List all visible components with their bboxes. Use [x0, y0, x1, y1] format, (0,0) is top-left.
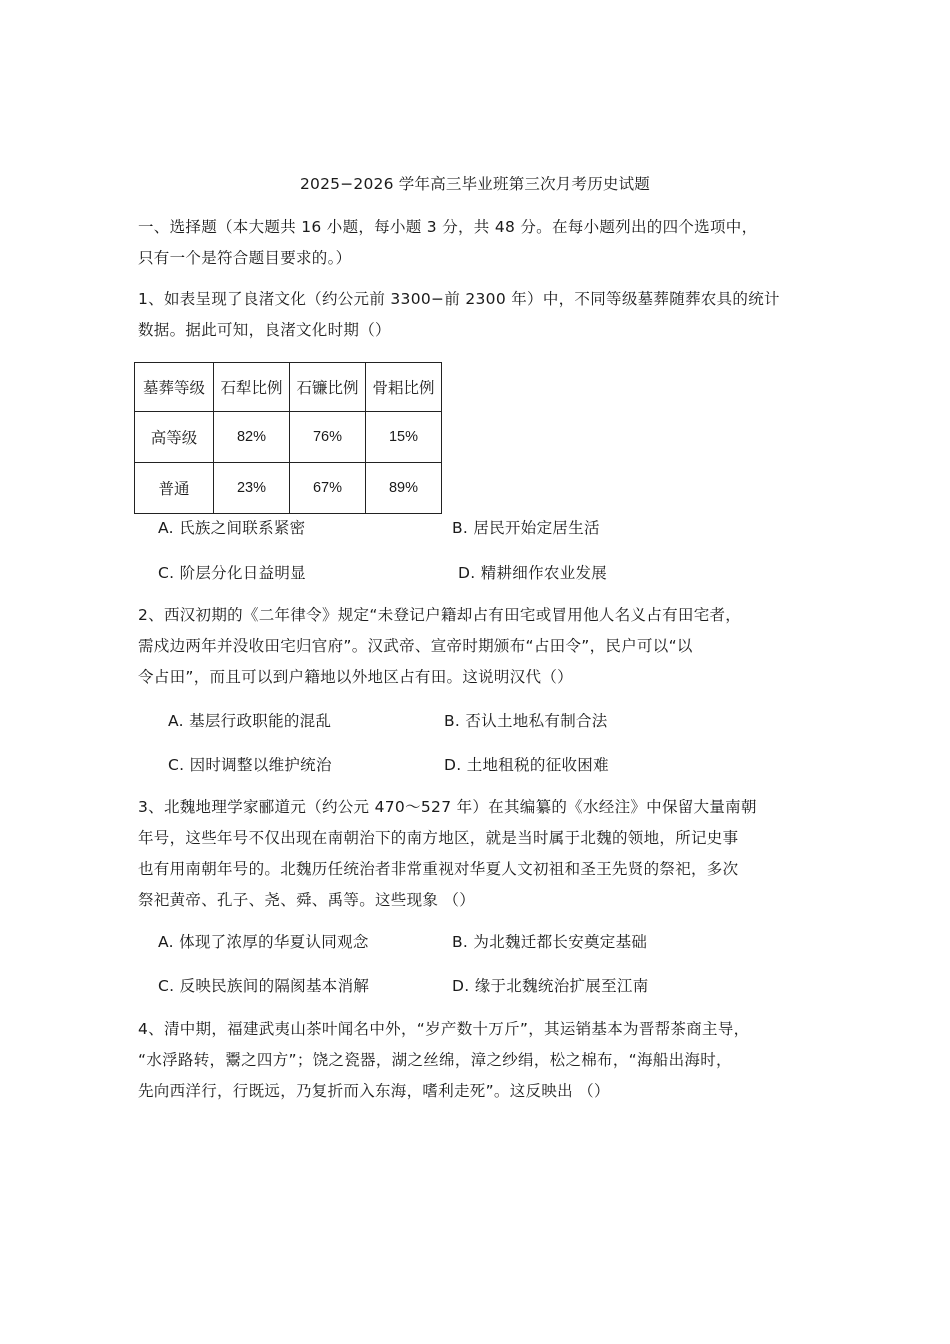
- table-cell: 23%: [214, 463, 290, 514]
- question-2-line-3: 令占田”，而且可以到户籍地以外地区占有田。这说明汉代（）: [138, 668, 573, 686]
- table-cell: 15%: [366, 412, 442, 463]
- section-instruction: [138, 212, 810, 274]
- question-2-option-c: C. 因时调整以维护统治: [168, 756, 332, 774]
- table-cell: 67%: [290, 463, 366, 514]
- question-4-line-1: 4、清中期，福建武夷山茶叶闻名中外，“岁产数十万斤”，其运销基本为晋帮茶商主导，: [138, 1020, 750, 1038]
- question-1-option-b: B. 居民开始定居生活: [452, 519, 600, 537]
- question-3-line-1: 3、北魏地理学家郦道元（约公元 470～527 年）在其编纂的《水经注》中保留大量南朝: [138, 798, 757, 816]
- table-cell: 高等级: [135, 412, 214, 463]
- question-2-option-d: D. 土地租税的征收困难: [444, 756, 609, 774]
- table-cell: 普通: [135, 463, 214, 514]
- question-3-line-3: 也有用南朝年号的。北魏历任统治者非常重视对华夏人文初祖和圣王先贤的祭祀，多次: [138, 860, 739, 878]
- question-3-option-d: D. 缘于北魏统治扩展至江南: [452, 977, 649, 995]
- question-3-line-2: 年号，这些年号不仅出现在南朝治下的南方地区，就是当时属于北魏的领地，所记史事: [138, 829, 739, 847]
- question-4-line-2: “水浮路转，鬻之四方”；饶之瓷器，湖之丝绵，漳之纱绢，松之棉布，“海船出海时，: [138, 1051, 732, 1069]
- question-3-line-4: 祭祀黄帝、孔子、尧、舜、禹等。这些现象 （）: [138, 891, 476, 909]
- question-1-stem: [138, 284, 810, 346]
- table-cell: 89%: [366, 463, 442, 514]
- table-row: [135, 412, 442, 463]
- table-cell: 76%: [290, 412, 366, 463]
- table-header-row: [135, 363, 442, 412]
- table-row: [135, 463, 442, 514]
- page-title: 2025−2026 学年高三毕业班第三次月考历史试题: [299, 175, 650, 193]
- question-2-line-2: 需戍边两年并没收田宅归官府”。汉武帝、宣帝时期颁布“占田令”，民户可以“以: [138, 637, 693, 655]
- question-1-option-c: C. 阶层分化日益明显: [158, 564, 306, 582]
- question-2-option-b: B. 否认土地私有制合法: [444, 712, 608, 730]
- table-header-cell: 墓葬等级: [135, 363, 214, 412]
- table-header-cell: 石犁比例: [214, 363, 290, 412]
- table-cell: 82%: [214, 412, 290, 463]
- question-1-line-1: 1、如表呈现了良渚文化（约公元前 3300−前 2300 年）中，不同等级墓葬随葬农具的统计: [138, 290, 780, 308]
- table-header-cell: 石镰比例: [290, 363, 366, 412]
- question-4-stem: [138, 1014, 810, 1107]
- question-1-line-2: 数据。据此可知，良渚文化时期（）: [138, 321, 391, 339]
- question-1-option-d: D. 精耕细作农业发展: [458, 564, 608, 582]
- question-2-option-a: A. 基层行政职能的混乱: [168, 712, 332, 730]
- question-3-option-a: A. 体现了浓厚的华夏认同观念: [158, 933, 369, 951]
- question-2-stem: [138, 600, 810, 693]
- burial-tools-table: [134, 362, 442, 514]
- question-4-line-3: 先向西洋行，行既远，乃复折而入东海，嗜利走死”。这反映出 （）: [138, 1082, 610, 1100]
- section-line-1: 一、选择题（本大题共 16 小题，每小题 3 分，共 48 分。在每小题列出的四个选项中，: [138, 218, 758, 236]
- question-1-option-a: A. 氏族之间联系紧密: [158, 519, 306, 537]
- table-header-cell: 骨耜比例: [366, 363, 442, 412]
- question-3-stem: [138, 792, 810, 916]
- question-2-line-1: 2、西汉初期的《二年律令》规定“未登记户籍却占有田宅或冒用他人名义占有田宅者，: [138, 606, 742, 624]
- section-line-2: 只有一个是符合题目要求的。）: [138, 249, 352, 267]
- question-3-option-c: C. 反映民族间的隔阂基本消解: [158, 977, 370, 995]
- question-3-option-b: B. 为北魏迁都长安奠定基础: [452, 933, 648, 951]
